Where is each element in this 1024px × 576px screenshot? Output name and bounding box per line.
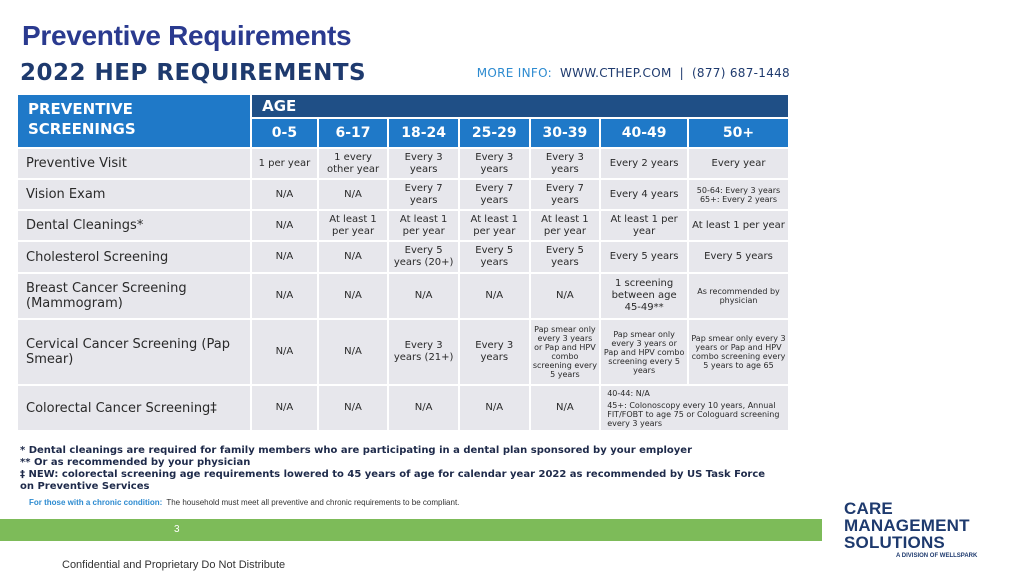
table-cell: 1 every other year <box>319 149 388 178</box>
table-cell: Pap smear only every 3 years or Pap and HPV combo screening every 5 years <box>531 320 600 384</box>
merged-line: 45+: Colonoscopy every 10 years, Annual FIT/FOBT to age 75 or Cologuard screening every 3 years <box>607 400 780 428</box>
table-cell: N/A <box>252 320 317 384</box>
slide-title: Preventive Requirements <box>22 20 352 51</box>
row-label: Vision Exam <box>18 180 250 209</box>
table-cell: N/A <box>319 320 388 384</box>
hep-title: 2022 HEP REQUIREMENTS <box>20 60 367 86</box>
row-label: Cholesterol Screening <box>18 242 250 272</box>
table-cell: 1 screening between age 45-49** <box>601 274 687 318</box>
table-row <box>18 320 788 384</box>
row-label: Preventive Visit <box>18 149 250 178</box>
logo-line: CARE <box>844 499 893 518</box>
table-cell: At least 1 per year <box>319 211 388 240</box>
merged-line: 40-44: N/A <box>607 388 650 398</box>
table-cell: N/A <box>319 274 388 318</box>
table-cell: N/A <box>389 386 458 430</box>
table-cell: Every 5 years <box>601 242 687 272</box>
row-label: Dental Cleanings* <box>18 211 250 240</box>
row-label: Cervical Cancer Screening (Pap Smear) <box>18 320 250 384</box>
table-cell: Every 5 years (20+) <box>389 242 458 272</box>
age-column-header: 25-29 <box>460 119 529 147</box>
table-cell: Every 5 years <box>531 242 600 272</box>
footnote: * Dental cleanings are required for family members who are participating in a dental plan sponsored by your employer <box>20 445 693 456</box>
table-cell: N/A <box>319 180 388 209</box>
age-column-header: 6-17 <box>319 119 388 147</box>
age-column-header: 0-5 <box>252 119 317 147</box>
chronic-label: For those with a chronic condition: <box>29 498 163 507</box>
table-row <box>18 180 788 209</box>
table-cell: N/A <box>460 274 529 318</box>
table-cell: Every 5 years <box>460 242 529 272</box>
row-label: Breast Cancer Screening (Mammogram) <box>18 274 250 318</box>
age-header: AGE <box>252 95 788 117</box>
table-cell: 50-64: Every 3 years 65+: Every 2 years <box>689 180 788 209</box>
table-cell: Every year <box>689 149 788 178</box>
table-cell: N/A <box>531 274 600 318</box>
table-cell: Every 2 years <box>601 149 687 178</box>
table-cell: N/A <box>319 242 388 272</box>
age-column-header: 18-24 <box>389 119 458 147</box>
table-cell: N/A <box>531 386 600 430</box>
table-cell: N/A <box>319 386 388 430</box>
logo-line: SOLUTIONS <box>844 533 945 552</box>
corner-header <box>18 95 250 147</box>
footnotes <box>20 445 780 493</box>
table-cell: As recommended by physician <box>689 274 788 318</box>
table-cell: Every 3 years <box>389 149 458 178</box>
table-cell: Pap smear only every 3 years or Pap and HPV combo screening every 5 years to age 65 <box>689 320 788 384</box>
hep-header <box>20 60 790 90</box>
table-row <box>18 274 788 318</box>
table-cell: Every 4 years <box>601 180 687 209</box>
table-cell: Every 7 years <box>460 180 529 209</box>
table-cell: Every 5 years <box>689 242 788 272</box>
age-column-header: 50+ <box>689 119 788 147</box>
corner-label-2: SCREENINGS <box>28 120 136 138</box>
table-cell: At least 1 per year <box>689 211 788 240</box>
logo-tagline: A DIVISION OF WELLSPARK <box>896 553 978 559</box>
table-cell: Every 3 years (21+) <box>389 320 458 384</box>
footer-bar <box>0 519 822 541</box>
table-cell: At least 1 per year <box>389 211 458 240</box>
info-separator: | <box>679 66 684 80</box>
table-cell: N/A <box>252 180 317 209</box>
table-row <box>18 242 788 272</box>
website-link[interactable]: WWW.CTHEP.COM <box>559 66 672 80</box>
phone-number: (877) 687-1448 <box>691 66 790 80</box>
table-cell: Every 3 years <box>460 149 529 178</box>
table-cell: At least 1 per year <box>531 211 600 240</box>
table-cell: N/A <box>389 274 458 318</box>
confidential-footer: Confidential and Proprietary Do Not Distribute <box>62 559 286 571</box>
table-cell: N/A <box>252 242 317 272</box>
footnote: ‡ NEW: colorectal screening age requirements lowered to 45 years of age for calendar year 2022 as recommended by US Task Force on Preventive Services <box>20 469 766 492</box>
table-cell: Every 3 years <box>531 149 600 178</box>
table-cell: At least 1 per year <box>601 211 687 240</box>
chronic-note <box>29 498 459 507</box>
hep-more-info <box>477 66 790 80</box>
table-cell: N/A <box>252 386 317 430</box>
logo-line: MANAGEMENT <box>844 516 970 535</box>
age-column-header: 30-39 <box>531 119 600 147</box>
table-cell: N/A <box>252 211 317 240</box>
more-info-label: MORE INFO: <box>476 66 552 80</box>
page-number: 3 <box>174 524 180 535</box>
table-cell: N/A <box>460 386 529 430</box>
footnote: ** Or as recommended by your physician <box>20 457 251 468</box>
table-row <box>18 386 788 430</box>
table-cell: 1 per year <box>252 149 317 178</box>
table-cell: N/A <box>252 274 317 318</box>
table-cell: Every 7 years <box>389 180 458 209</box>
table-row <box>18 211 788 240</box>
table-cell: Every 3 years <box>460 320 529 384</box>
requirements-table <box>16 93 790 432</box>
table-cell: Every 7 years <box>531 180 600 209</box>
chronic-text: The household must meet all preventive and chronic requirements to be compliant. <box>166 498 460 507</box>
age-column-header: 40-49 <box>601 119 687 147</box>
table-cell: Pap smear only every 3 years or Pap and HPV combo screening every 5 years <box>601 320 687 384</box>
company-logo <box>844 500 994 559</box>
merged-cell <box>601 386 788 430</box>
table-row <box>18 149 788 178</box>
row-label: Colorectal Cancer Screening‡ <box>18 386 250 430</box>
corner-label-1: PREVENTIVE <box>28 100 133 118</box>
table-cell: At least 1 per year <box>460 211 529 240</box>
